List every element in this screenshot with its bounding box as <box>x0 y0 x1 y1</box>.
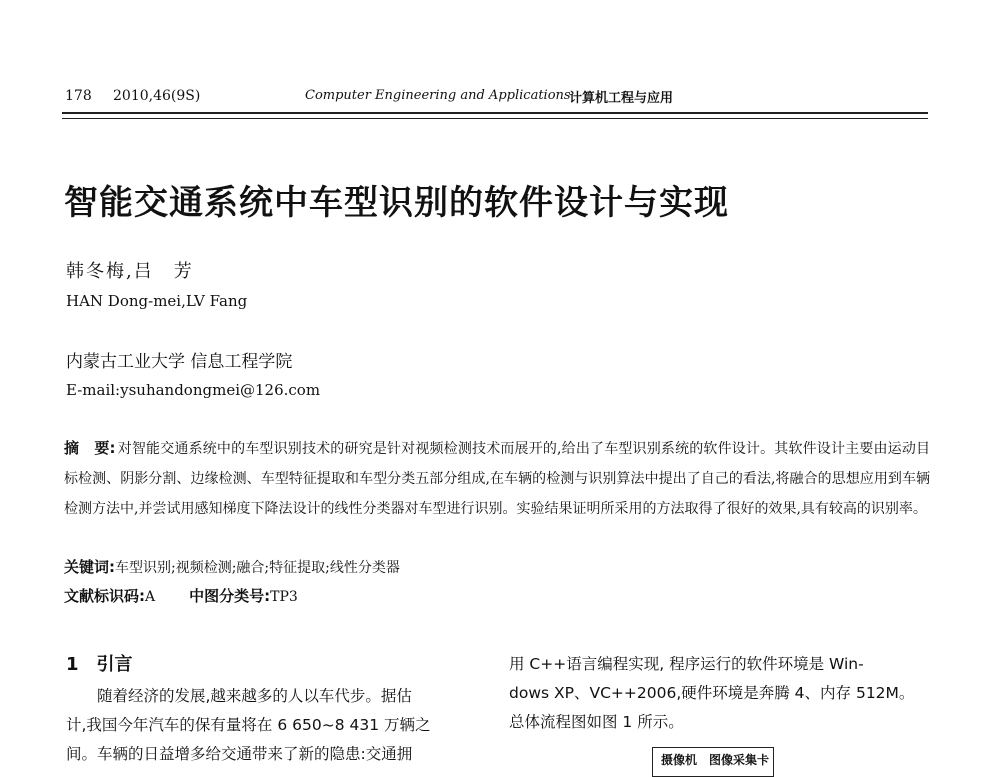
header-rule-top <box>62 112 928 114</box>
page-number: 178 <box>65 88 92 104</box>
author-email: E-mail:ysuhandongmei@126.com <box>66 381 321 399</box>
volume-issue: 2010,46(9S) <box>113 88 201 104</box>
journal-name-cn: 计算机工程与应用 <box>569 91 674 106</box>
clc-label: 中图分类号: <box>189 587 271 605</box>
authors-cn: 韩冬梅,吕 芳 <box>66 261 194 282</box>
clc-value: TP3 <box>270 589 298 605</box>
section-number: 1 <box>66 654 79 675</box>
flowchart-box: 摄像机 图像采集卡 <box>652 747 774 777</box>
abstract-text: 对智能交通系统中的车型识别技术的研究是针对视频检测技术而展开的,给出了车型识别系统的软件设计。其软件设计主要由运动目标检测、阴影分割、边缘检测、车型特征提取和车型分类五部分组成,在车辆的检测与识别算法中提出了自己的看法,将融合的思想应用到车辆检测方法中,并尝试用感知梯度下降法设计的线性分类器对车型进行识别。实验结果证明所采用的方法取得了很好的效果,具有较高的识别率。 <box>64 441 931 517</box>
doc-code-label: 文献标识码: <box>64 587 145 605</box>
paper-title: 智能交通系统中车型识别的软件设计与实现 <box>64 183 729 223</box>
journal-name-en: Computer Engineering and Applications <box>305 88 571 103</box>
authors-en: HAN Dong-mei,LV Fang <box>66 292 248 310</box>
section-heading <box>66 650 133 676</box>
header-rule-bottom <box>62 118 928 119</box>
classification <box>64 585 298 606</box>
abstract <box>64 433 930 524</box>
doc-code-value: A <box>145 589 156 605</box>
right-column-body <box>509 650 934 737</box>
abstract-label: 摘 要: <box>64 439 116 457</box>
keywords <box>64 556 400 577</box>
keywords-text: 车型识别;视频检测;融合;特征提取;线性分类器 <box>115 560 400 576</box>
body-line: dows XP、VC++2006,硬件环境是奔腾 4、内存 512M。 <box>509 684 915 702</box>
section-title: 引言 <box>96 654 133 675</box>
body-line: 随着经济的发展,越来越多的人以车代步。据估 <box>97 687 412 705</box>
left-column-body <box>66 682 492 769</box>
body-line: 间。车辆的日益增多给交通带来了新的隐患:交通拥 <box>66 745 413 763</box>
body-line: 总体流程图如图 1 所示。 <box>509 713 684 731</box>
body-line: 用 C++语言编程实现, 程序运行的软件环境是 Win- <box>509 655 864 673</box>
keywords-label: 关键词: <box>64 558 115 576</box>
affiliation: 内蒙古工业大学 信息工程学院 <box>66 352 293 372</box>
body-line: 计,我国今年汽车的保有量将在 6 650~8 431 万辆之 <box>66 716 431 734</box>
